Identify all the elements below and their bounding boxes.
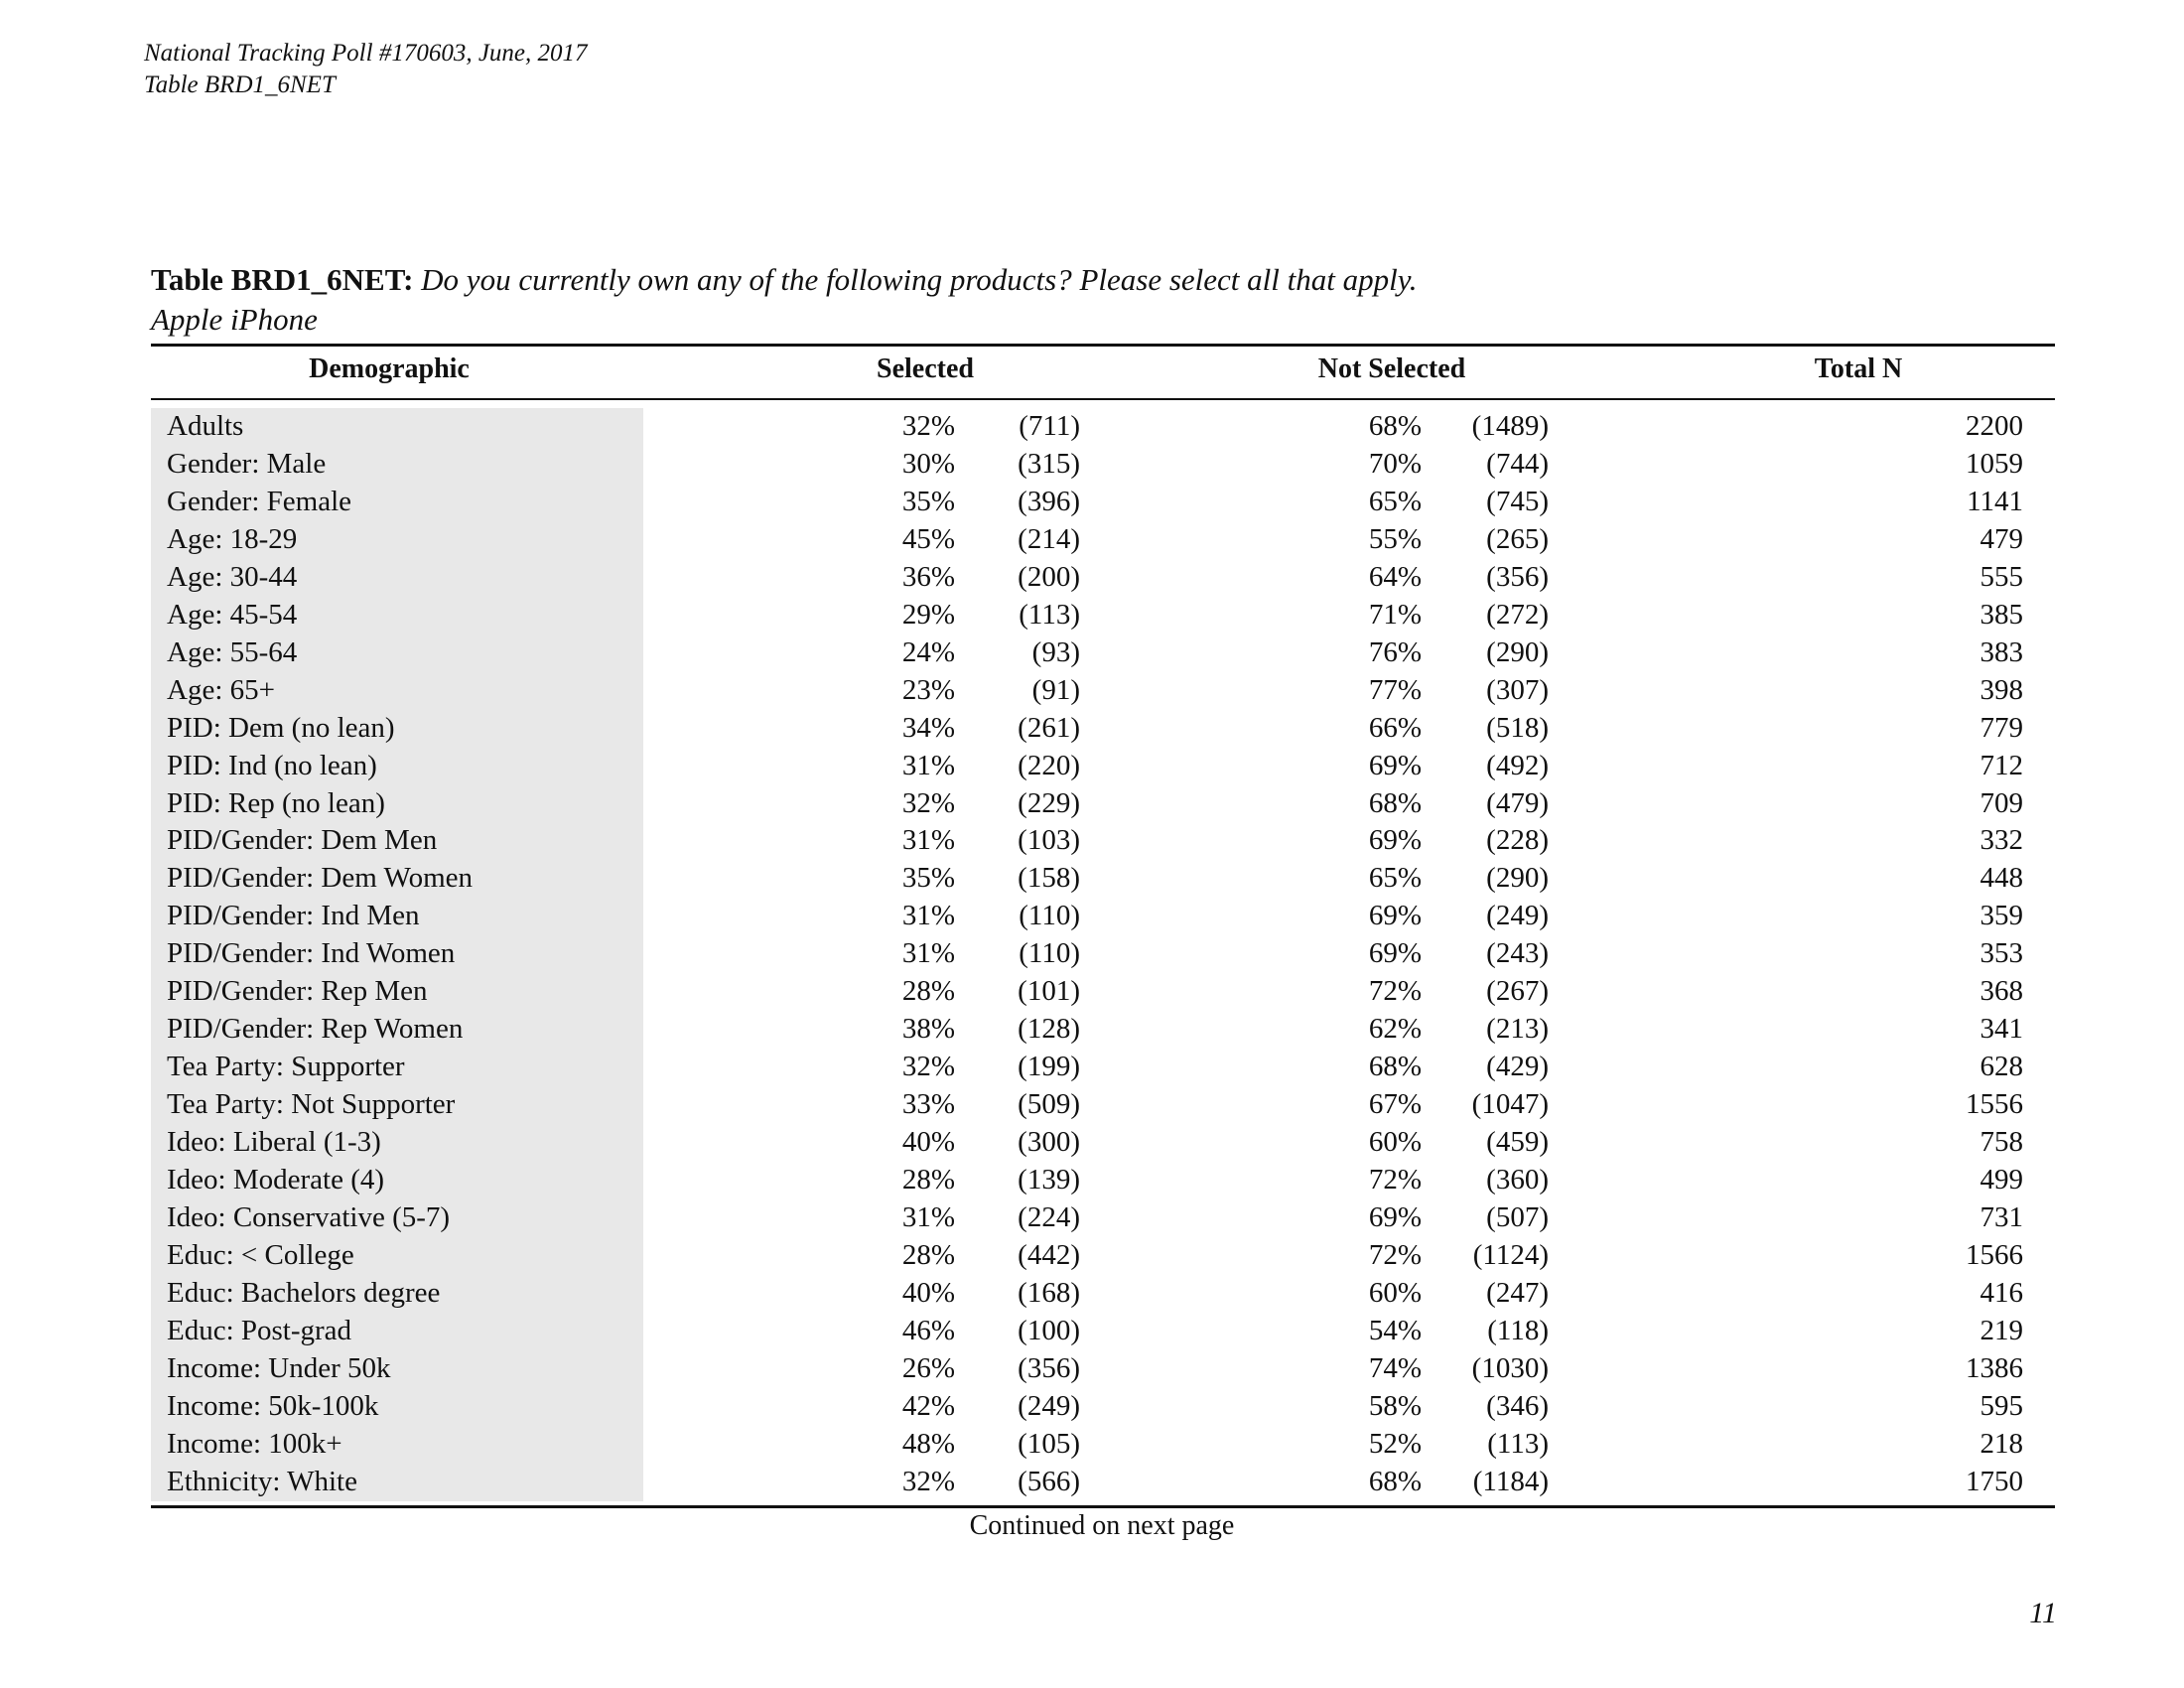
total-n: 731 <box>1979 1201 2023 1234</box>
table-header-rule <box>151 398 2055 400</box>
column-header-selected: Selected <box>877 353 974 384</box>
selected-percent: 31% <box>901 1201 955 1234</box>
table-row <box>151 1313 2055 1350</box>
row-label: Educ: Post-grad <box>167 1314 352 1346</box>
not-selected-percent: 72% <box>1368 1238 1422 1271</box>
not-selected-percent: 69% <box>1368 900 1422 932</box>
selected-count: (396) <box>1018 485 1080 517</box>
not-selected-percent: 60% <box>1368 1276 1422 1309</box>
row-label: Income: Under 50k <box>167 1351 391 1384</box>
table-row <box>151 710 2055 748</box>
not-selected-percent: 71% <box>1368 598 1422 631</box>
table-row <box>151 1237 2055 1275</box>
row-label: Ideo: Liberal (1-3) <box>167 1126 381 1159</box>
not-selected-count: (265) <box>1486 522 1549 555</box>
selected-percent: 29% <box>901 598 955 631</box>
table-row <box>151 822 2055 860</box>
running-header <box>144 38 588 101</box>
row-label: Age: 55-64 <box>167 635 298 668</box>
not-selected-count: (1030) <box>1471 1351 1549 1384</box>
selected-percent: 31% <box>901 900 955 932</box>
row-label: PID/Gender: Rep Men <box>167 975 428 1008</box>
selected-percent: 46% <box>901 1314 955 1346</box>
not-selected-percent: 72% <box>1368 1164 1422 1196</box>
not-selected-percent: 68% <box>1368 1051 1422 1083</box>
poll-title: National Tracking Poll #170603, June, 2017 <box>144 40 588 67</box>
table-row <box>151 785 2055 823</box>
selected-count: (261) <box>1018 711 1080 744</box>
not-selected-count: (745) <box>1486 485 1549 517</box>
selected-count: (139) <box>1018 1164 1080 1196</box>
not-selected-percent: 70% <box>1368 447 1422 480</box>
table-row <box>151 408 2055 446</box>
selected-count: (220) <box>1018 749 1080 781</box>
continued-note: Continued on next page <box>969 1510 1235 1541</box>
table-row <box>151 748 2055 785</box>
row-label: Age: 18-29 <box>167 522 298 555</box>
total-n: 709 <box>1979 786 2023 819</box>
row-label: Age: 45-54 <box>167 598 298 631</box>
table-row <box>151 898 2055 935</box>
table-row <box>151 521 2055 559</box>
not-selected-count: (272) <box>1486 598 1549 631</box>
selected-percent: 28% <box>901 1164 955 1196</box>
row-label: PID: Rep (no lean) <box>167 786 385 819</box>
selected-percent: 40% <box>901 1126 955 1159</box>
selected-count: (101) <box>1018 975 1080 1008</box>
not-selected-count: (228) <box>1486 824 1549 857</box>
row-label: Ideo: Conservative (5-7) <box>167 1201 451 1234</box>
not-selected-count: (479) <box>1486 786 1549 819</box>
not-selected-percent: 76% <box>1368 635 1422 668</box>
selected-percent: 31% <box>901 824 955 857</box>
not-selected-count: (360) <box>1486 1164 1549 1196</box>
row-label: Income: 100k+ <box>167 1427 342 1460</box>
not-selected-percent: 67% <box>1368 1088 1422 1121</box>
not-selected-count: (1047) <box>1471 1088 1549 1121</box>
selected-count: (224) <box>1018 1201 1080 1234</box>
table-header-row <box>151 350 2055 395</box>
row-label: Age: 65+ <box>167 673 275 706</box>
table-row <box>151 973 2055 1011</box>
table-row <box>151 634 2055 672</box>
not-selected-percent: 55% <box>1368 522 1422 555</box>
row-label: PID/Gender: Rep Women <box>167 1013 464 1046</box>
selected-percent: 31% <box>901 749 955 781</box>
not-selected-count: (243) <box>1486 937 1549 970</box>
selected-count: (199) <box>1018 1051 1080 1083</box>
selected-count: (509) <box>1018 1088 1080 1121</box>
not-selected-percent: 68% <box>1368 410 1422 442</box>
selected-count: (105) <box>1018 1427 1080 1460</box>
selected-count: (566) <box>1018 1465 1080 1497</box>
selected-percent: 36% <box>901 560 955 593</box>
row-label: PID: Ind (no lean) <box>167 749 377 781</box>
selected-count: (315) <box>1018 447 1080 480</box>
selected-count: (110) <box>1019 900 1080 932</box>
row-label: Tea Party: Not Supporter <box>167 1088 456 1121</box>
total-n: 555 <box>1979 560 2023 593</box>
table-row <box>151 1086 2055 1124</box>
table-id: Table BRD1_6NET <box>144 71 336 98</box>
total-n: 398 <box>1979 673 2023 706</box>
row-label: Age: 30-44 <box>167 560 298 593</box>
not-selected-percent: 68% <box>1368 786 1422 819</box>
selected-count: (110) <box>1019 937 1080 970</box>
table-row <box>151 559 2055 597</box>
row-label: PID/Gender: Dem Women <box>167 862 474 895</box>
not-selected-count: (518) <box>1486 711 1549 744</box>
selected-percent: 30% <box>901 447 955 480</box>
table-row <box>151 597 2055 634</box>
total-n: 779 <box>1979 711 2023 744</box>
row-label: PID: Dem (no lean) <box>167 711 395 744</box>
not-selected-count: (1124) <box>1472 1238 1549 1271</box>
table-row <box>151 446 2055 484</box>
table-row <box>151 1275 2055 1313</box>
selected-percent: 31% <box>901 937 955 970</box>
not-selected-count: (1184) <box>1472 1465 1549 1497</box>
not-selected-count: (307) <box>1486 673 1549 706</box>
selected-percent: 35% <box>901 862 955 895</box>
not-selected-percent: 62% <box>1368 1013 1422 1046</box>
row-label: Ideo: Moderate (4) <box>167 1164 385 1196</box>
total-n: 595 <box>1979 1389 2023 1422</box>
total-n: 332 <box>1979 824 2023 857</box>
column-header-not-selected: Not Selected <box>1317 353 1466 384</box>
total-n: 341 <box>1979 1013 2023 1046</box>
row-label: Adults <box>167 410 244 442</box>
table-row <box>151 1464 2055 1501</box>
selected-count: (442) <box>1018 1238 1080 1271</box>
not-selected-count: (113) <box>1487 1427 1549 1460</box>
selected-percent: 45% <box>901 522 955 555</box>
selected-count: (200) <box>1018 560 1080 593</box>
not-selected-percent: 60% <box>1368 1126 1422 1159</box>
total-n: 416 <box>1979 1276 2023 1309</box>
total-n: 385 <box>1979 598 2023 631</box>
selected-count: (356) <box>1018 1351 1080 1384</box>
table-row <box>151 860 2055 898</box>
selected-count: (158) <box>1018 862 1080 895</box>
not-selected-percent: 54% <box>1368 1314 1422 1346</box>
table-row <box>151 484 2055 521</box>
not-selected-count: (744) <box>1486 447 1549 480</box>
not-selected-count: (267) <box>1486 975 1549 1008</box>
not-selected-count: (492) <box>1486 749 1549 781</box>
not-selected-percent: 69% <box>1368 749 1422 781</box>
selected-count: (229) <box>1018 786 1080 819</box>
selected-percent: 32% <box>901 1051 955 1083</box>
table-body <box>151 408 2055 1501</box>
total-n: 1750 <box>1966 1465 2023 1497</box>
not-selected-percent: 65% <box>1368 862 1422 895</box>
row-label: PID/Gender: Ind Women <box>167 937 456 970</box>
total-n: 218 <box>1979 1427 2023 1460</box>
table-row <box>151 1350 2055 1388</box>
selected-count: (300) <box>1018 1126 1080 1159</box>
selected-percent: 26% <box>901 1351 955 1384</box>
selected-percent: 35% <box>901 485 955 517</box>
not-selected-percent: 74% <box>1368 1351 1422 1384</box>
not-selected-percent: 69% <box>1368 1201 1422 1234</box>
not-selected-percent: 72% <box>1368 975 1422 1008</box>
table-row <box>151 1049 2055 1086</box>
selected-percent: 32% <box>901 1465 955 1497</box>
not-selected-percent: 66% <box>1368 711 1422 744</box>
caption-subtitle: Apple iPhone <box>151 302 318 337</box>
selected-count: (93) <box>1031 635 1080 668</box>
row-label: Ethnicity: White <box>167 1465 357 1497</box>
selected-percent: 38% <box>901 1013 955 1046</box>
selected-percent: 48% <box>901 1427 955 1460</box>
total-n: 712 <box>1979 749 2023 781</box>
row-label: Tea Party: Supporter <box>167 1051 405 1083</box>
table-row <box>151 1388 2055 1426</box>
total-n: 2200 <box>1966 410 2023 442</box>
not-selected-percent: 65% <box>1368 485 1422 517</box>
selected-count: (100) <box>1018 1314 1080 1346</box>
selected-percent: 28% <box>901 975 955 1008</box>
table-row <box>151 935 2055 973</box>
table-caption <box>151 260 1418 340</box>
row-label: Gender: Female <box>167 485 352 517</box>
total-n: 499 <box>1979 1164 2023 1196</box>
selected-percent: 42% <box>901 1389 955 1422</box>
selected-percent: 28% <box>901 1238 955 1271</box>
page-number: 11 <box>2029 1597 2057 1629</box>
total-n: 758 <box>1979 1126 2023 1159</box>
total-n: 383 <box>1979 635 2023 668</box>
table-top-rule <box>151 344 2055 347</box>
not-selected-count: (507) <box>1486 1201 1549 1234</box>
table-row <box>151 1124 2055 1162</box>
total-n: 1566 <box>1966 1238 2023 1271</box>
not-selected-count: (247) <box>1486 1276 1549 1309</box>
total-n: 1141 <box>1967 485 2023 517</box>
row-label: PID/Gender: Ind Men <box>167 900 420 932</box>
table-row <box>151 1426 2055 1464</box>
not-selected-count: (249) <box>1486 900 1549 932</box>
caption-label: Table BRD1_6NET: <box>151 262 414 297</box>
selected-count: (103) <box>1018 824 1080 857</box>
table-row <box>151 672 2055 710</box>
not-selected-percent: 58% <box>1368 1389 1422 1422</box>
column-header-demographic: Demographic <box>309 353 470 384</box>
total-n: 479 <box>1979 522 2023 555</box>
row-label: PID/Gender: Dem Men <box>167 824 438 857</box>
not-selected-count: (1489) <box>1471 410 1549 442</box>
not-selected-count: (346) <box>1486 1389 1549 1422</box>
row-label: Income: 50k-100k <box>167 1389 379 1422</box>
not-selected-count: (290) <box>1486 862 1549 895</box>
selected-count: (711) <box>1019 410 1080 442</box>
selected-percent: 23% <box>901 673 955 706</box>
row-label: Educ: < College <box>167 1238 354 1271</box>
not-selected-count: (356) <box>1486 560 1549 593</box>
not-selected-percent: 69% <box>1368 824 1422 857</box>
selected-count: (214) <box>1018 522 1080 555</box>
not-selected-percent: 69% <box>1368 937 1422 970</box>
selected-percent: 34% <box>901 711 955 744</box>
total-n: 1556 <box>1966 1088 2023 1121</box>
row-label: Gender: Male <box>167 447 327 480</box>
not-selected-percent: 52% <box>1368 1427 1422 1460</box>
table-row <box>151 1162 2055 1199</box>
table-row <box>151 1199 2055 1237</box>
not-selected-count: (429) <box>1486 1051 1549 1083</box>
total-n: 448 <box>1979 862 2023 895</box>
total-n: 368 <box>1979 975 2023 1008</box>
selected-count: (249) <box>1018 1389 1080 1422</box>
selected-percent: 33% <box>901 1088 955 1121</box>
not-selected-percent: 77% <box>1368 673 1422 706</box>
column-header-total: Total N <box>1814 353 1903 384</box>
total-n: 1386 <box>1966 1351 2023 1384</box>
not-selected-percent: 64% <box>1368 560 1422 593</box>
selected-percent: 24% <box>901 635 955 668</box>
selected-percent: 32% <box>901 786 955 819</box>
selected-count: (91) <box>1031 673 1080 706</box>
not-selected-percent: 68% <box>1368 1465 1422 1497</box>
caption-question: Do you currently own any of the following products? Please select all that apply. <box>421 262 1418 297</box>
selected-count: (168) <box>1018 1276 1080 1309</box>
table-row <box>151 1011 2055 1049</box>
total-n: 359 <box>1979 900 2023 932</box>
selected-count: (128) <box>1018 1013 1080 1046</box>
total-n: 628 <box>1979 1051 2023 1083</box>
total-n: 219 <box>1979 1314 2023 1346</box>
selected-percent: 32% <box>901 410 955 442</box>
total-n: 353 <box>1979 937 2023 970</box>
not-selected-count: (118) <box>1487 1314 1549 1346</box>
selected-percent: 40% <box>901 1276 955 1309</box>
not-selected-count: (459) <box>1486 1126 1549 1159</box>
not-selected-count: (213) <box>1486 1013 1549 1046</box>
not-selected-count: (290) <box>1486 635 1549 668</box>
total-n: 1059 <box>1966 447 2023 480</box>
row-label: Educ: Bachelors degree <box>167 1276 441 1309</box>
selected-count: (113) <box>1019 598 1080 631</box>
